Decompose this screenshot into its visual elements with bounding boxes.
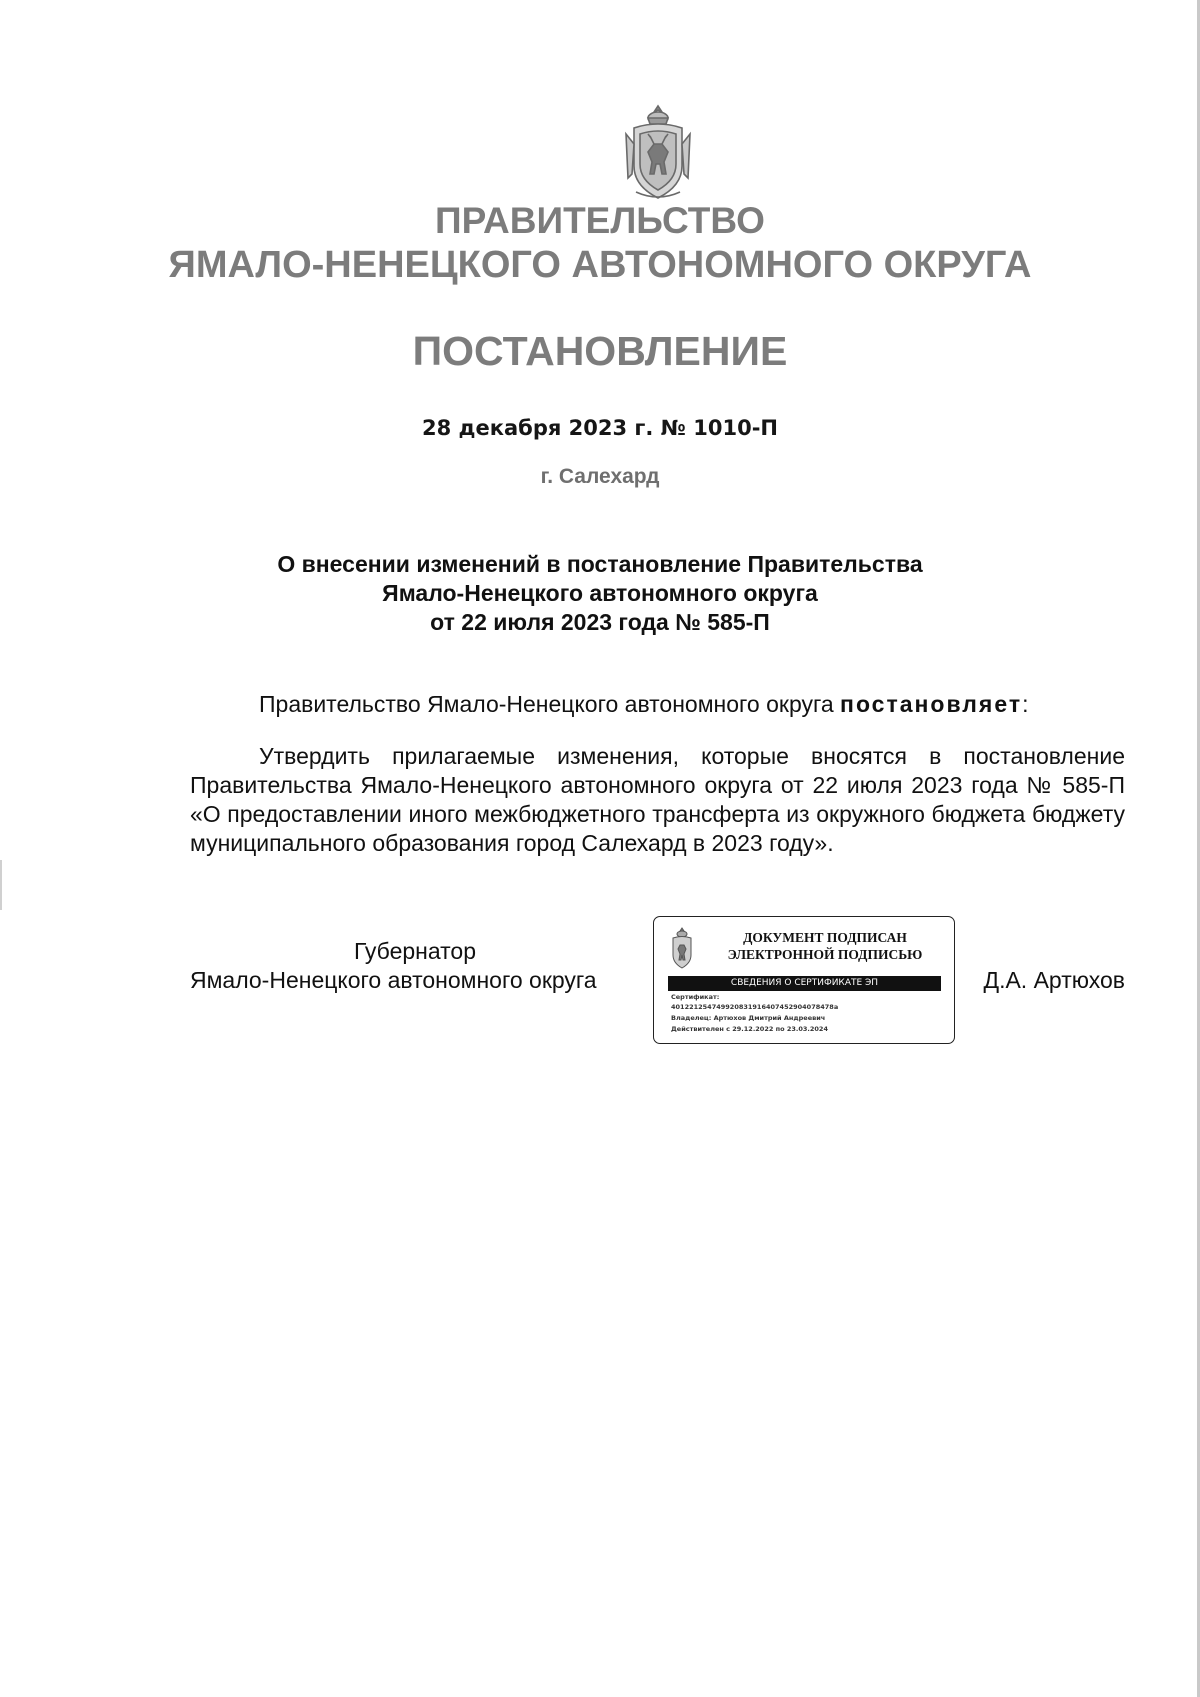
signatory-region: Ямало-Ненецкого автономного округа (190, 967, 597, 993)
resolves-paragraph (190, 690, 1125, 719)
subject-line3: от 22 июля 2023 года № 585-П (430, 609, 770, 635)
stamp-cert-number: 401221254749920831916407452904078478а (671, 1003, 839, 1011)
subject-line2: Ямало-Ненецкого автономного округа (382, 580, 818, 606)
main-paragraph: Утвердить прилагаемые изменения, которые вносятся в постановление Правительства Ямало-Ненецкого автономного округа от 22 июля 2023 года № 585-П «О предоставлении иного межбюджетного трансферта из окружного бюджета бюджету муниципального образования город Салехард в 2023 году». (190, 743, 1125, 856)
stamp-cert-label: Сертификат: (671, 993, 720, 1001)
government-name-line1: ПРАВИТЕЛЬСТВО (435, 200, 765, 241)
resolves-word: постановляет (840, 691, 1023, 717)
stamp-emblem-icon (668, 927, 696, 969)
scan-mark (0, 860, 2, 910)
resolves-prefix: Правительство Ямало-Ненецкого автономного округа (259, 691, 841, 717)
signatory-name: Д.А. Артюхов (983, 967, 1125, 993)
signatory-position (190, 937, 640, 995)
government-name-line2: ЯМАЛО-НЕНЕЦКОГО АВТОНОМНОГО ОКРУГА (168, 244, 1032, 286)
coat-of-arms-icon (618, 104, 698, 204)
document-date-number: 28 декабря 2023 г. № 1010-П (422, 416, 778, 440)
stamp-validity: Действителен с 29.12.2022 по 23.03.2024 (671, 1025, 828, 1033)
resolves-suffix: : (1022, 691, 1029, 717)
stamp-title-line2: ЭЛЕКТРОННОЙ ПОДПИСЬЮ (727, 947, 923, 962)
document-city: г. Салехард (540, 465, 660, 488)
stamp-title-line1: ДОКУМЕНТ ПОДПИСАН (743, 930, 907, 945)
document-subject (0, 550, 1200, 637)
subject-line1: О внесении изменений в постановление Правительства (277, 551, 923, 577)
stamp-owner: Владелец: Артюхов Дмитрий Андреевич (671, 1014, 826, 1022)
signatory-role: Губернатор (353, 938, 477, 964)
stamp-certificate-bar: СВЕДЕНИЯ О СЕРТИФИКАТЕ ЭП (668, 976, 941, 991)
electronic-signature-stamp (653, 916, 955, 1044)
document-type: ПОСТАНОВЛЕНИЕ (412, 328, 788, 374)
stamp-title (698, 929, 952, 963)
